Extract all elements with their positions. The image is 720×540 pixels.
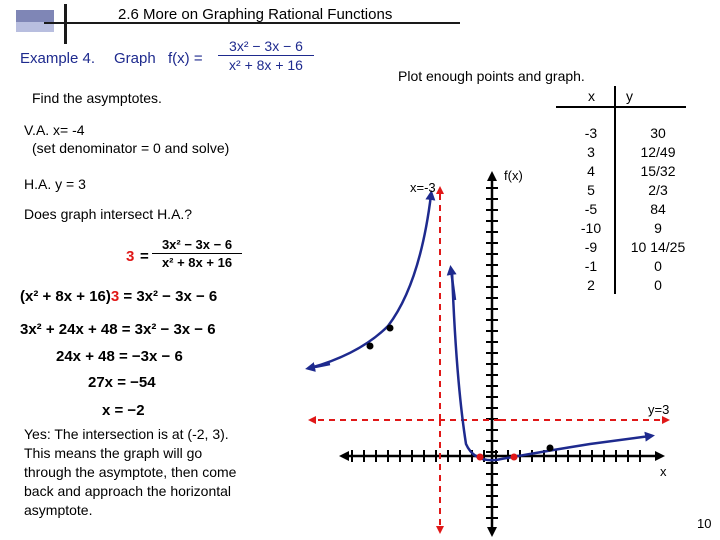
table-y-header: y [626, 88, 633, 104]
horizontal-asymptote: H.A. y = 3 [24, 176, 86, 192]
table-y-cell: 30 [650, 125, 666, 141]
table-y-cell: 0 [654, 277, 662, 293]
ha-label: y=3 [648, 402, 670, 417]
point-neg10-9 [367, 343, 374, 350]
conclusion-line4: back and approach the horizontal [24, 483, 232, 499]
table-x-cell: 3 [587, 144, 595, 160]
point-neg5-84 [387, 325, 394, 332]
vertical-asymptote: V.A. x= -4 [24, 122, 85, 138]
table-y-cell: 15/32 [640, 163, 676, 179]
fx-label: f(x) [504, 168, 523, 183]
step6-equation: x = −2 [102, 402, 145, 419]
table-x-cell: 2 [587, 277, 595, 293]
point-3-12-49 [547, 445, 554, 452]
conclusion-line2: This means the graph will go [24, 445, 203, 461]
right-branch-curve [452, 270, 650, 460]
table-x-header: x [588, 88, 595, 104]
function-numerator: 3x² − 3x − 6 [218, 38, 314, 56]
table-y-cell: 84 [650, 201, 666, 217]
axis-ticks [352, 188, 640, 518]
example-label: Example 4. [20, 50, 96, 67]
find-asymptotes-prompt: Find the asymptotes. [32, 90, 162, 106]
step2-left: (x² + 8x + 16) [20, 288, 111, 305]
table-x-cell: -3 [584, 125, 598, 141]
step5-equation: 27x = −54 [88, 374, 156, 391]
function-denominator: x² + 8x + 16 [229, 57, 303, 73]
table-x-cell: -1 [584, 258, 598, 274]
step1-lhs: 3 [126, 248, 135, 265]
table-x-cell: -10 [580, 220, 602, 236]
table-x-cell: 4 [587, 163, 595, 179]
table-y-cell: 2/3 [648, 182, 668, 198]
table-y-cell: 9 [654, 220, 662, 236]
point-2-0 [511, 454, 518, 461]
vertical-asymptote-note: (set denominator = 0 and solve) [32, 140, 230, 156]
step4-equation: 24x + 48 = −3x − 6 [56, 348, 183, 365]
conclusion-line1: Yes: The intersection is at (-2, 3). [24, 426, 229, 442]
table-y-cell: 10 14/25 [630, 239, 686, 255]
table-y-cell: 12/49 [640, 144, 676, 160]
step1-numerator: 3x² − 3x − 6 [152, 237, 242, 254]
step1-denominator: x² + 8x + 16 [161, 255, 233, 270]
function-prefix: f(x) = [168, 50, 203, 67]
conclusion-line3: through the asymptote, then come [24, 464, 237, 480]
table-y-cell: 0 [654, 258, 662, 274]
slide-title: 2.6 More on Graphing Rational Functions [118, 6, 393, 23]
point-neg1-0 [477, 454, 484, 461]
conclusion-line5: asymptote. [24, 502, 93, 518]
step2-right: = 3x² − 3x − 6 [119, 288, 218, 305]
step1-equals: = [140, 248, 149, 265]
x-axis-label: x [660, 464, 667, 479]
table-x-cell: 5 [587, 182, 595, 198]
intersect-question: Does graph intersect H.A.? [24, 206, 193, 222]
va-label: x=-3 [410, 180, 436, 195]
step2-red: 3 [110, 288, 120, 305]
page-number: 10 [697, 516, 712, 531]
plot-instructions: Plot enough points and graph. [398, 68, 585, 84]
step3-equation: 3x² + 24x + 48 = 3x² − 3x − 6 [20, 321, 216, 338]
graph-word: Graph [114, 50, 156, 67]
table-x-cell: -5 [584, 201, 598, 217]
left-branch-curve [310, 195, 431, 368]
table-x-cell: -9 [584, 239, 598, 255]
